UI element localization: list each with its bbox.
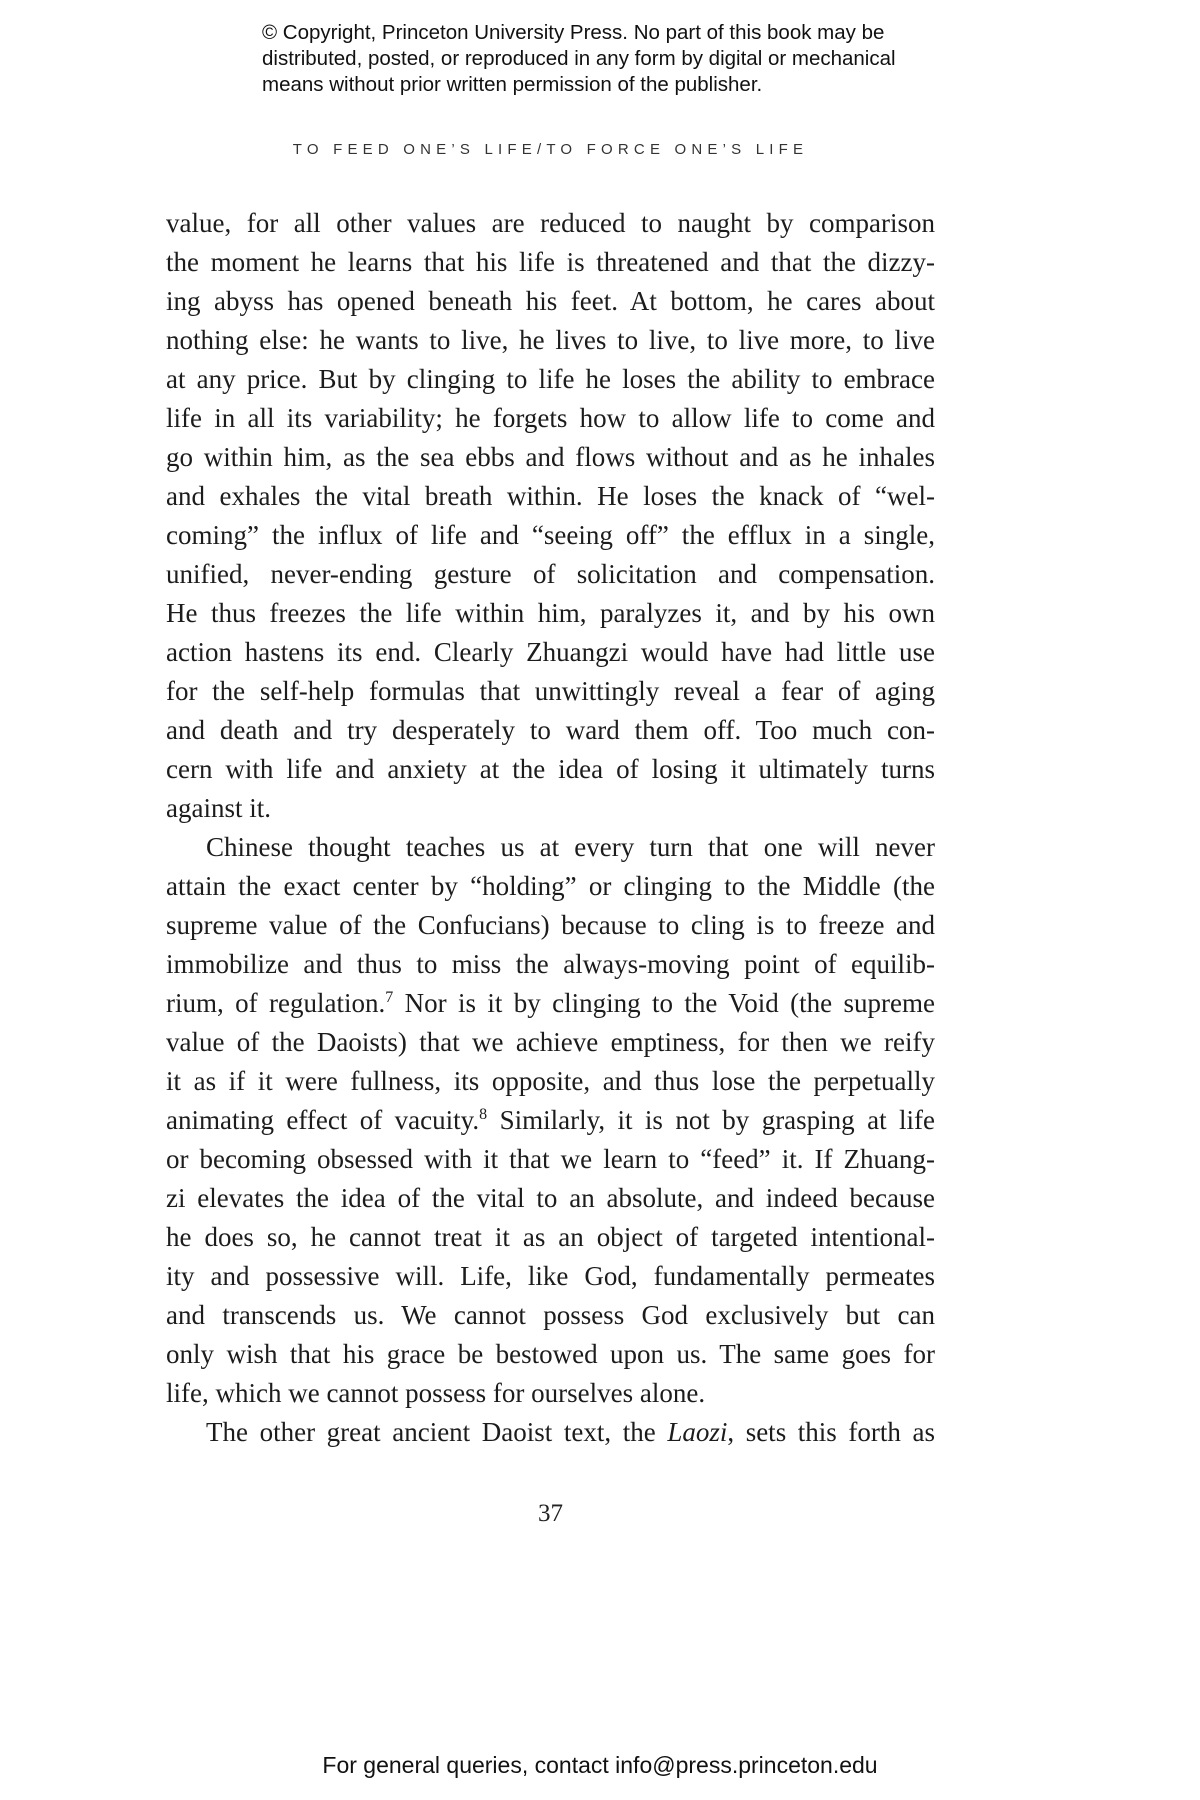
text-line [166,1413,935,1452]
copyright-notice [262,20,962,98]
page-number: 37 [538,1500,563,1527]
text-line [166,1101,935,1140]
text-line: zi elevates the idea of the vital to an absolute, and indeed because [166,1183,935,1213]
book-title-laozi: Laozi [667,1417,728,1447]
text-line: and transcends us. We cannot possess God exclusively but can [166,1300,935,1330]
text-line: he does so, he cannot treat it as an object of targeted intentional- [166,1222,935,1252]
copyright-line: distributed, posted, or reproduced in any form by digital or mechanical [262,47,896,70]
running-head: TO FEED ONE’S LIFE/TO FORCE ONE’S LIFE [292,141,809,158]
text-line: nothing else: he wants to live, he lives to live, to live more, to live [166,325,935,355]
text-line: life, which we cannot possess for ourselves alone. [166,1378,706,1408]
footer-contact: For general queries, contact info@press.princeton.edu [322,1752,878,1778]
text-segment: The other great ancient Daoist text, the [206,1417,668,1447]
text-segment: , sets this forth as [727,1417,935,1447]
text-line: He thus freezes the life within him, paralyzes it, and by his own [166,598,935,628]
body-text [166,204,935,1452]
text-line: life in all its variability; he forgets how to allow life to come and [166,403,935,433]
text-segment: Nor is it by clinging to the Void (the supreme [393,988,935,1018]
text-line: unified, never-ending gesture of solicitation and compensation. [166,559,935,589]
copyright-line: means without prior written permission of the publisher. [262,73,763,96]
footnote-ref-7[interactable]: 7 [385,989,394,1006]
text-line: go within him, as the sea ebbs and flows without and as he inhales [166,442,935,472]
text-line: attain the exact center by “holding” or clinging to the Middle (the [166,871,935,901]
text-line: for the self-help formulas that unwittingly reveal a fear of aging [166,676,935,706]
text-segment: rium, of regulation. [166,988,386,1018]
text-segment: Similarly, it is not by grasping at life [487,1105,935,1135]
text-line: at any price. But by clinging to life he loses the ability to embrace [166,364,935,394]
text-line: and death and try desperately to ward them off. Too much con- [166,715,935,745]
text-line [166,984,935,1023]
text-line: only wish that his grace be bestowed upon us. The same goes for [166,1339,935,1369]
text-line: the moment he learns that his life is threatened and that the dizzy- [166,247,935,277]
text-line: and exhales the vital breath within. He loses the knack of “wel- [166,481,935,511]
text-line: ing abyss has opened beneath his feet. At bottom, he cares about [166,286,935,316]
copyright-line: © Copyright, Princeton University Press. No part of this book may be [262,21,885,44]
text-line: coming” the influx of life and “seeing off” the efflux in a single, [166,520,935,550]
text-line: supreme value of the Confucians) because to cling is to freeze and [166,910,935,940]
text-line: or becoming obsessed with it that we learn to “feed” it. If Zhuang- [166,1144,935,1174]
text-line: value, for all other values are reduced to naught by comparison [166,208,935,238]
footnote-ref-8[interactable]: 8 [479,1106,488,1123]
text-line: value of the Daoists) that we achieve emptiness, for then we reify [166,1027,935,1057]
text-segment: animating effect of vacuity. [166,1105,480,1135]
text-line: action hastens its end. Clearly Zhuangzi would have had little use [166,637,935,667]
text-line: ity and possessive will. Life, like God, fundamentally permeates [166,1261,935,1291]
text-line: cern with life and anxiety at the idea of losing it ultimately turns [166,754,935,784]
text-line: Chinese thought teaches us at every turn that one will never [206,832,935,862]
text-line: immobilize and thus to miss the always-moving point of equilib- [166,949,935,979]
text-line: against it. [166,793,271,823]
text-line: it as if it were fullness, its opposite, and thus lose the perpetually [166,1066,935,1096]
